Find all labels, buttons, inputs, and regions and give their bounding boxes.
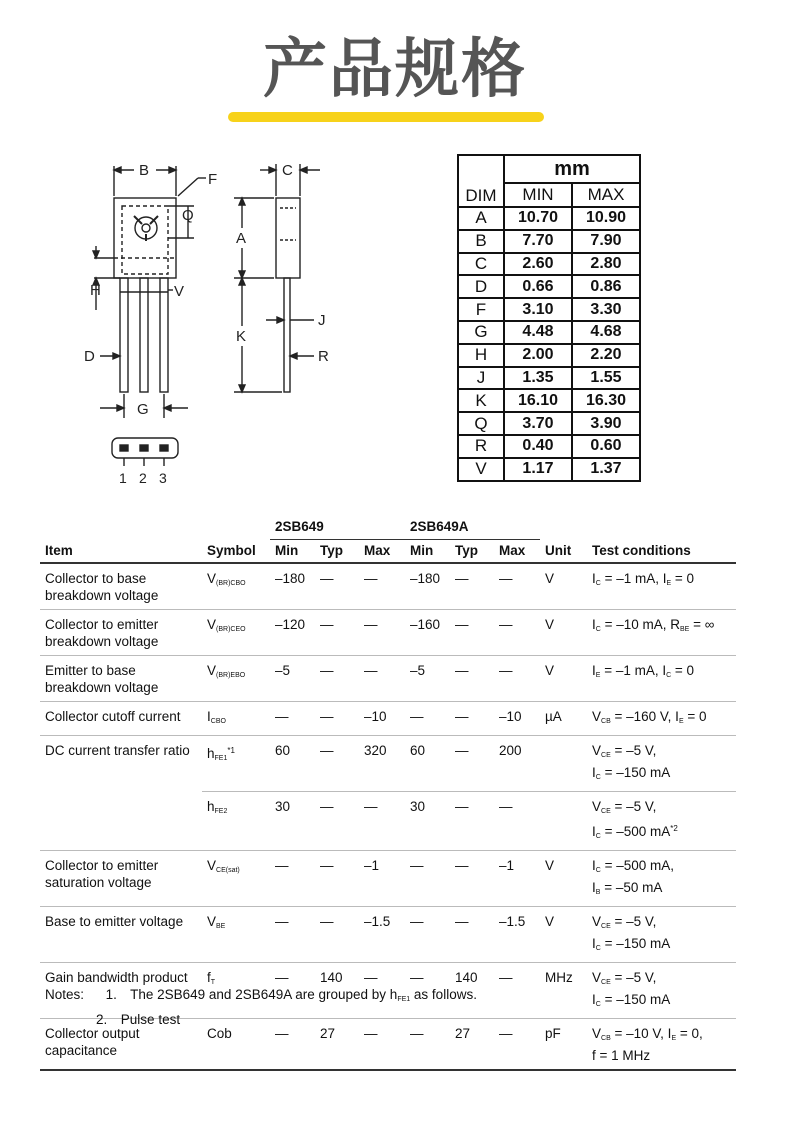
spec-row [40,851,736,907]
dim-cell-min: 3.10 [504,298,572,321]
header-symbol: Symbol [202,540,270,564]
pin-3-label: 3 [159,470,167,486]
dim-row [458,275,640,298]
dim-row [458,389,640,412]
pin-2-label: 2 [139,470,147,486]
dim-cell-max: 1.37 [572,458,640,481]
spec-min2: — [405,907,450,963]
dim-cell-dim: J [458,367,504,390]
spec-unit: V [540,656,587,702]
dim-cell-max: 16.30 [572,389,640,412]
spec-test-conditions: $I_C = -1$ mA, $I_E = 0$ [587,563,736,610]
dim-cell-min: 10.70 [504,207,572,230]
spec-max2: –10 [494,702,540,736]
spec-max2: — [494,563,540,610]
dim-cell-max: 0.86 [572,275,640,298]
dim-cell-min: 1.35 [504,367,572,390]
spec-test-conditions: $I_C = -500$ mA, $I_B = -50$ mA [587,851,736,907]
spec-item: Gain bandwidth product [40,963,202,1019]
dim-row [458,321,640,344]
header-unit: Unit [540,540,587,564]
spec-max1: –10 [359,702,405,736]
dim-row [458,435,640,458]
spec-max1: — [359,656,405,702]
spec-test-conditions: $V_{CB} = -10$ V, $I_E = 0$, f = 1 MHz [587,1019,736,1071]
spec-symbol: $h_{FE1}^{*1}$ [202,736,270,792]
spec-min1: –5 [270,656,315,702]
spec-unit: V [540,851,587,907]
title-underline [228,112,544,122]
group-2sb649: 2SB649 [270,516,405,540]
spec-typ2: 140 [450,963,494,1019]
dimension-table [457,154,641,482]
spec-typ1: — [315,702,359,736]
note-1-number: 1. [105,987,117,1002]
spec-unit: V [540,563,587,610]
spec-item: Base to emitter voltage [40,907,202,963]
spec-min2: — [405,1019,450,1071]
page-title: 产品规格 [263,33,527,107]
note-1-text: The 2SB649 and 2SB649A are grouped by $h_{FE1}$ as follows. [130,987,477,1003]
dim-cell-max: 7.90 [572,230,640,253]
spec-max1: 320 [359,736,405,792]
spec-max1: –1 [359,851,405,907]
spec-test-conditions: $V_{CE} = -5$ V, $I_C = -500$ $mA^{*2}$ [587,792,736,851]
dim-cell-min: 0.40 [504,435,572,458]
spec-unit: pF [540,1019,587,1071]
dim-cell-dim: Q [458,412,504,435]
spec-min2: 60 [405,736,450,792]
dim-header-unit: mm [504,155,640,183]
header-typ-2: Typ [450,540,494,564]
spec-item: Collector output capacitance [40,1019,202,1071]
label-a: A [236,230,247,247]
dim-row [458,230,640,253]
dim-cell-dim: D [458,275,504,298]
header-item: Item [40,540,202,564]
spec-row [40,702,736,736]
spec-symbol: $V_{CE(sat)}$ [202,851,270,907]
dim-cell-min: 16.10 [504,389,572,412]
spec-row [40,610,736,656]
spec-item [40,792,202,851]
dim-cell-max: 2.80 [572,253,640,276]
spec-typ1: — [315,736,359,792]
spec-typ1: — [315,792,359,851]
spec-max1: — [359,563,405,610]
group-2sb649a: 2SB649A [405,516,540,540]
spec-min1: 30 [270,792,315,851]
label-c: C [282,162,293,179]
spec-item: DC current transfer ratio [45,743,190,758]
dim-row [458,344,640,367]
spec-typ2: — [450,610,494,656]
label-h: H [90,282,101,299]
spec-typ1: — [315,563,359,610]
spec-typ1: — [315,656,359,702]
dim-cell-dim: B [458,230,504,253]
spec-min1: — [270,702,315,736]
dim-cell-min: 3.70 [504,412,572,435]
spec-min1: — [270,1019,315,1071]
dim-header-min: MIN [504,183,572,207]
dim-header-max: MAX [572,183,640,207]
dim-cell-min: 0.66 [504,275,572,298]
spec-max2: –1.5 [494,907,540,963]
spec-max1: –1.5 [359,907,405,963]
header-min-1: Min [270,540,315,564]
spec-unit: V [540,907,587,963]
dim-cell-max: 2.20 [572,344,640,367]
label-j: J [318,312,326,329]
dim-cell-min: 7.70 [504,230,572,253]
dim-cell-dim: V [458,458,504,481]
dim-cell-max: 0.60 [572,435,640,458]
spec-row [40,656,736,702]
spec-test-conditions: $V_{CE} = -5$ V, $I_C = -150$ mA [587,907,736,963]
spec-symbol: $f_T$ [202,963,270,1019]
spec-row [40,736,736,792]
note-1 [45,985,477,1010]
spec-item: Collector to base breakdown voltage [40,563,202,610]
spec-item: Emitter to base breakdown voltage [40,656,202,702]
spec-min2: — [405,851,450,907]
dim-cell-min: 2.60 [504,253,572,276]
label-v: V [174,283,185,300]
dim-row [458,458,640,481]
dim-header-blank [458,155,504,207]
spec-min2: — [405,702,450,736]
spec-test-conditions: $I_C = -10$ mA, $R_{BE}$ = ∞ [587,610,736,656]
spec-min1: –180 [270,563,315,610]
spec-symbol: Cob [202,1019,270,1071]
spec-max2: — [494,963,540,1019]
spec-item: Collector to emitter breakdown voltage [40,610,202,656]
dim-cell-dim: H [458,344,504,367]
spec-test-conditions: $I_E = -1$ mA, $I_C = 0$ [587,656,736,702]
spec-max2: — [494,656,540,702]
notes [45,985,477,1030]
spec-typ2: — [450,702,494,736]
dim-cell-max: 3.90 [572,412,640,435]
spec-min2: –160 [405,610,450,656]
dim-cell-max: 4.68 [572,321,640,344]
dim-row [458,298,640,321]
dim-row [458,253,640,276]
dim-cell-max: 10.90 [572,207,640,230]
dim-cell-dim: R [458,435,504,458]
spec-symbol: $V_{(BR)CBO}$ [202,563,270,610]
notes-label: Notes: [45,987,85,1002]
spec-typ2: — [450,851,494,907]
dim-cell-max: 3.30 [572,298,640,321]
note-2-number: 2. [96,1012,108,1027]
spec-typ2: — [450,907,494,963]
dim-cell-dim: F [458,298,504,321]
spec-item: Collector cutoff current [40,702,202,736]
label-r: R [318,348,329,365]
spec-typ1: — [315,907,359,963]
dim-cell-dim: C [458,253,504,276]
spec-typ1: 140 [315,963,359,1019]
spec-min1: — [270,963,315,1019]
spec-unit [540,736,587,792]
package-outline-diagram [70,150,370,495]
spec-unit: µA [540,702,587,736]
spec-row [40,792,736,851]
spec-typ2: — [450,563,494,610]
spec-min1: — [270,851,315,907]
spec-symbol: $I_{CBO}$ [202,702,270,736]
spec-unit [540,792,587,851]
spec-min2: 30 [405,792,450,851]
spec-max2: — [494,1019,540,1071]
spec-item: Collector to emitter saturation voltage [40,851,202,907]
spec-test-conditions: $V_{CB} = -160$ V, $I_E = 0$ [587,702,736,736]
label-k: K [236,328,247,345]
spec-max2: 200 [494,736,540,792]
spec-max1: — [359,1019,405,1071]
dim-cell-min: 2.00 [504,344,572,367]
spec-typ2: 27 [450,1019,494,1071]
note-2 [45,1010,477,1030]
spec-min1: — [270,907,315,963]
label-d: D [84,348,95,365]
spec-symbol: $V_{(BR)CEO}$ [202,610,270,656]
spec-min2: — [405,963,450,1019]
spec-min1: –120 [270,610,315,656]
spec-symbol: $h_{FE2}$ [202,792,270,851]
header-max-2: Max [494,540,540,564]
spec-row [40,563,736,610]
header-max-1: Max [359,540,405,564]
spec-min1: 60 [270,736,315,792]
spec-max1: — [359,963,405,1019]
spec-max1: — [359,610,405,656]
label-f: F [208,171,218,188]
header-test-conditions: Test conditions [587,540,736,564]
spec-unit: V [540,610,587,656]
dim-cell-dim: K [458,389,504,412]
spec-max2: — [494,792,540,851]
header-min-2: Min [405,540,450,564]
spec-typ2: — [450,656,494,702]
spec-max2: — [494,610,540,656]
spec-symbol: $V_{BE}$ [202,907,270,963]
spec-test-conditions: $V_{CE} = -5$ V, $I_C = -150$ mA [587,736,736,792]
spec-symbol: $V_{(BR)EBO}$ [202,656,270,702]
label-b: B [139,162,150,179]
dim-cell-dim: G [458,321,504,344]
spec-min2: –5 [405,656,450,702]
spec-typ1: — [315,851,359,907]
spec-unit: MHz [540,963,587,1019]
spec-min2: –180 [405,563,450,610]
dim-cell-max: 1.55 [572,367,640,390]
pin-1-label: 1 [119,470,127,486]
dim-header-dim: DIM [465,186,497,205]
spec-typ2: — [450,792,494,851]
spec-typ1: 27 [315,1019,359,1071]
spec-test-conditions: $V_{CE} = -5$ V, $I_C = -150$ mA [587,963,736,1019]
label-q: Q [182,207,194,224]
dim-row [458,207,640,230]
dim-row [458,367,640,390]
spec-max1: — [359,792,405,851]
dim-row [458,412,640,435]
spec-max2: –1 [494,851,540,907]
dimension-table-body [458,207,640,481]
header-typ-1: Typ [315,540,359,564]
label-g: G [137,401,149,418]
spec-typ1: — [315,610,359,656]
dim-cell-dim: A [458,207,504,230]
dim-cell-min: 4.48 [504,321,572,344]
dim-cell-min: 1.17 [504,458,572,481]
spec-row [40,907,736,963]
note-2-text: Pulse test [120,1012,181,1027]
spec-typ2: — [450,736,494,792]
